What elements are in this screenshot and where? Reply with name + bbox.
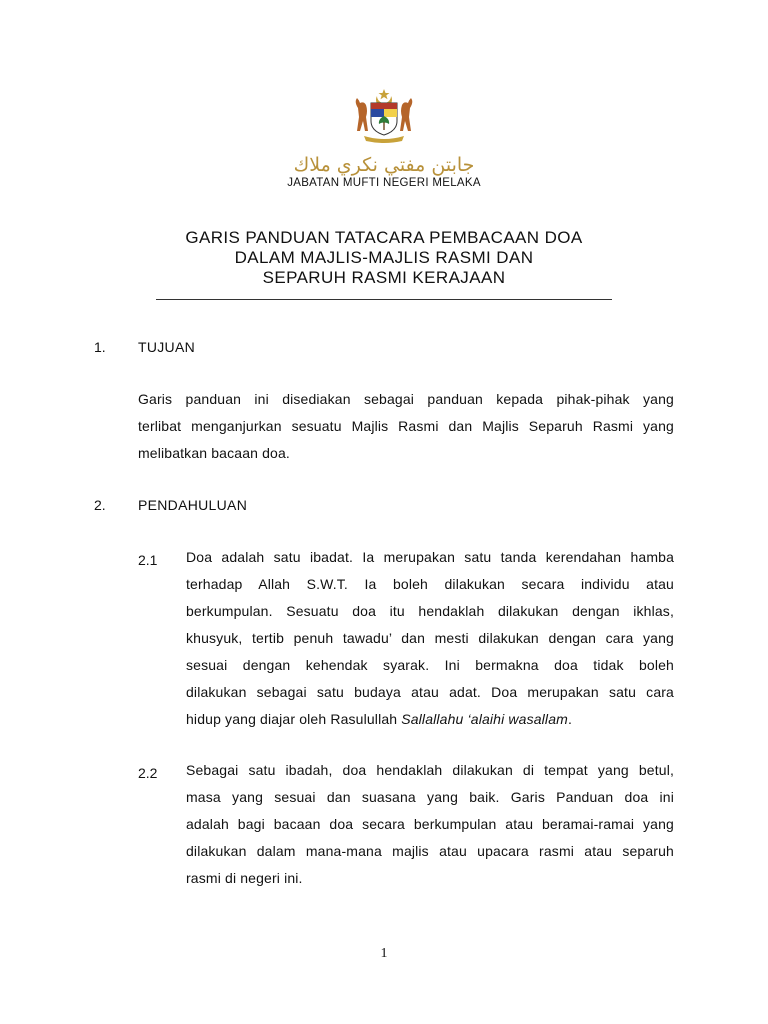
- honorific-italic: Sallallahu ‘alaihi wasallam: [401, 711, 568, 727]
- department-name: JABATAN MUFTI NEGERI MELAKA: [287, 177, 481, 189]
- subsection-2-1-paragraph: [186, 544, 674, 733]
- paragraph-line: adalah bagi bacaan doa secara berkumpulan atau beramai-ramai yang: [186, 816, 674, 832]
- section-number: 2.: [94, 497, 106, 513]
- section-heading: PENDAHULUAN: [138, 497, 248, 513]
- jawi-calligraphy-logo: [272, 150, 496, 178]
- page-number: 1: [380, 946, 388, 961]
- subsection-number: 2.1: [138, 552, 158, 568]
- paragraph-line: rasmi di negeri ini.: [186, 870, 303, 886]
- title-line: DALAM MAJLIS-MAJLIS RASMI DAN: [234, 248, 534, 267]
- line-text: hidup yang diajar oleh Rasulullah: [186, 711, 402, 727]
- paragraph-line: Garis panduan ini disediakan sebagai panduan kepada pihak-pihak yang: [138, 391, 674, 407]
- paragraph-line: sesuai dengan kehendak syarak. Ini bermakna doa tidak boleh: [186, 657, 674, 673]
- paragraph-line: Sebagai satu ibadah, doa hendaklah dilakukan di tempat yang betul,: [186, 762, 674, 778]
- paragraph-line: [186, 706, 674, 733]
- document-title: [0, 228, 768, 288]
- paragraph-line: terlibat menganjurkan sesuatu Majlis Rasmi dan Majlis Separuh Rasmi yang: [138, 418, 674, 434]
- title-line: SEPARUH RASMI KERAJAAN: [262, 268, 506, 287]
- melaka-coat-of-arms-emblem: [344, 86, 424, 146]
- paragraph-line: melibatkan bacaan doa.: [138, 445, 290, 461]
- svg-text:جابتن مفتي نكري ملاك: جابتن مفتي نكري ملاك: [293, 154, 475, 176]
- paragraph-line: khusyuk, tertib penuh tawadu’ dan mesti dilakukan dengan cara yang: [186, 630, 674, 646]
- subsection-number: 2.2: [138, 765, 158, 781]
- paragraph-line: dilakukan sebagai satu budaya atau adat. Doa merupakan satu cara: [186, 684, 674, 700]
- section-1-paragraph: [138, 386, 674, 467]
- subsection-2-2-paragraph: [186, 757, 674, 892]
- line-text: .: [567, 711, 572, 727]
- paragraph-line: berkumpulan. Sesuatu doa itu hendaklah dilakukan dengan ikhlas,: [186, 603, 674, 619]
- section-heading: TUJUAN: [138, 339, 196, 355]
- title-line: GARIS PANDUAN TATACARA PEMBACAAN DOA: [185, 228, 583, 247]
- section-number: 1.: [94, 339, 106, 355]
- paragraph-line: dilakukan dalam mana-mana majlis atau upacara rasmi atau separuh: [186, 843, 674, 859]
- paragraph-line: Doa adalah satu ibadat. Ia merupakan satu tanda kerendahan hamba: [186, 549, 674, 565]
- paragraph-line: masa yang sesuai dan suasana yang baik. Garis Panduan doa ini: [186, 789, 674, 805]
- paragraph-line: terhadap Allah S.W.T. Ia boleh dilakukan secara individu atau: [186, 576, 674, 592]
- title-underline: [156, 299, 612, 300]
